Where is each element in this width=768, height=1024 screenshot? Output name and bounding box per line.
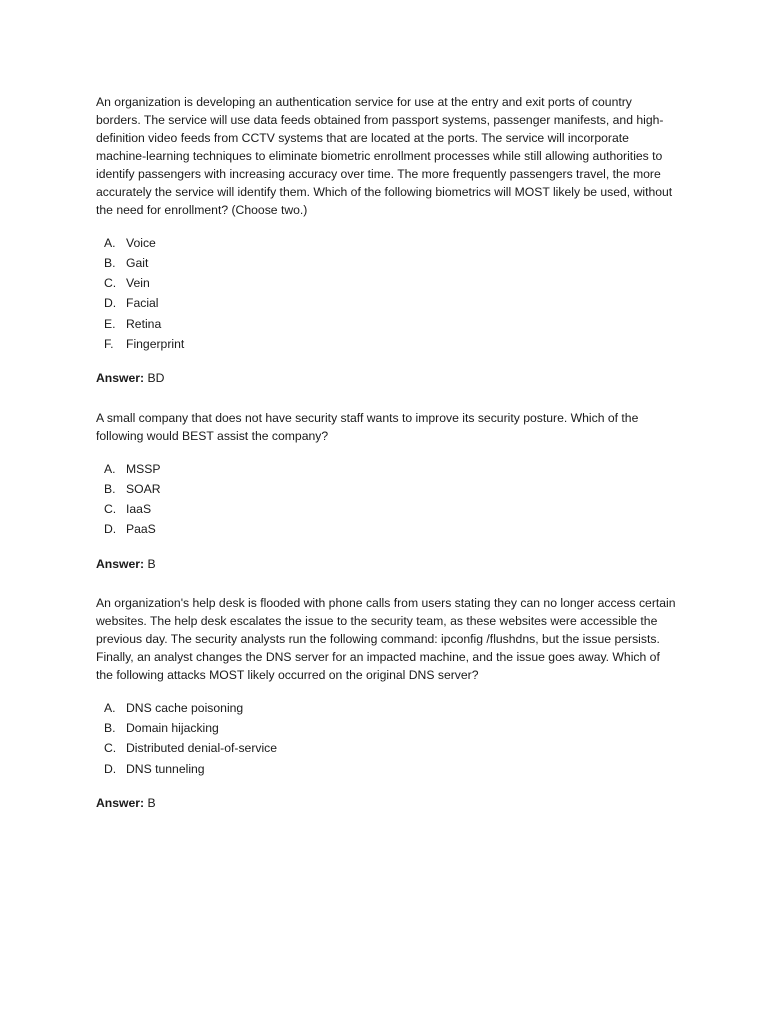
option-letter: E. — [104, 316, 116, 331]
answer-line — [96, 555, 678, 573]
option-text: PaaS — [126, 522, 156, 537]
option-letter: D. — [104, 761, 117, 776]
option-text: Facial — [126, 296, 159, 311]
option-letter: C. — [104, 276, 117, 291]
option-item — [96, 274, 678, 292]
question-block — [96, 94, 678, 388]
option-text: Domain hijacking — [126, 720, 219, 735]
answer-label: Answer: — [96, 556, 148, 571]
option-text: SOAR — [126, 481, 161, 496]
option-item — [96, 760, 678, 778]
question-stem: An organization's help desk is flooded with phone calls from users stating they can no longer access certain websites. The help desk escalates the issue to the security team, as these websites were accessible the previous day. The security analysts run the following command: ipconfig /flushdns, but the issue persists. Finally, an analyst changes the DNS server for an impacted machine, and the issue goes away. Which of the following attacks MOST likely occurred on the original DNS server? — [96, 596, 676, 682]
option-text: Fingerprint — [126, 337, 185, 352]
option-letter: A. — [104, 461, 116, 476]
answer-value: B — [147, 556, 156, 571]
document-content — [96, 94, 678, 834]
option-item — [96, 234, 678, 252]
option-text: Voice — [126, 235, 156, 250]
option-item — [96, 739, 678, 757]
question-stem: An organization is developing an authentication service for use at the entry and exit ports of country borders. The service will use data feeds obtained from passport systems, passenger manifests, and high- definition video feeds from CCTV systems that are located at the ports. The service will incorporate machine-learning techniques to eliminate biometric enrollment processes while still allowing authorities to identify passengers with increasing accuracy over time. The more frequently passengers travel, the more accurately the service will identify them. Which of the following biometrics will MOST likely be used, without the need for enrollment? (Choose two.) — [96, 95, 673, 217]
option-text: Distributed denial-of-service — [126, 741, 278, 756]
option-item — [96, 294, 678, 312]
option-letter: C. — [104, 741, 117, 756]
option-item — [96, 460, 678, 478]
option-text: Gait — [126, 255, 149, 270]
option-item — [96, 315, 678, 333]
option-text: IaaS — [126, 502, 152, 517]
option-letter: B. — [104, 255, 116, 270]
option-letter: D. — [104, 296, 117, 311]
answer-options — [96, 460, 678, 539]
option-item — [96, 520, 678, 538]
answer-options — [96, 699, 678, 778]
answer-value: B — [147, 795, 156, 810]
answer-line — [96, 794, 678, 812]
option-item — [96, 719, 678, 737]
answer-value: BD — [147, 371, 165, 386]
question-stem: A small company that does not have security staff wants to improve its security posture. Which of the following would BEST assist the company? — [96, 410, 639, 443]
option-item — [96, 699, 678, 717]
option-item — [96, 254, 678, 272]
option-text: MSSP — [126, 461, 161, 476]
option-item — [96, 480, 678, 498]
option-letter: B. — [104, 720, 116, 735]
option-letter: D. — [104, 522, 117, 537]
option-letter: A. — [104, 235, 116, 250]
option-letter: B. — [104, 481, 116, 496]
option-text: Vein — [126, 276, 150, 291]
answer-label: Answer: — [96, 371, 148, 386]
option-text: Retina — [126, 316, 162, 331]
option-item — [96, 500, 678, 518]
answer-label: Answer: — [96, 795, 148, 810]
option-letter: C. — [104, 502, 117, 517]
option-letter: A. — [104, 700, 116, 715]
answer-options — [96, 234, 678, 354]
answer-line — [96, 369, 678, 387]
option-text: DNS cache poisoning — [126, 700, 244, 715]
question-block — [96, 595, 678, 812]
question-block — [96, 410, 678, 573]
option-text: DNS tunneling — [126, 761, 205, 776]
option-letter: F. — [104, 337, 114, 352]
option-item — [96, 335, 678, 353]
